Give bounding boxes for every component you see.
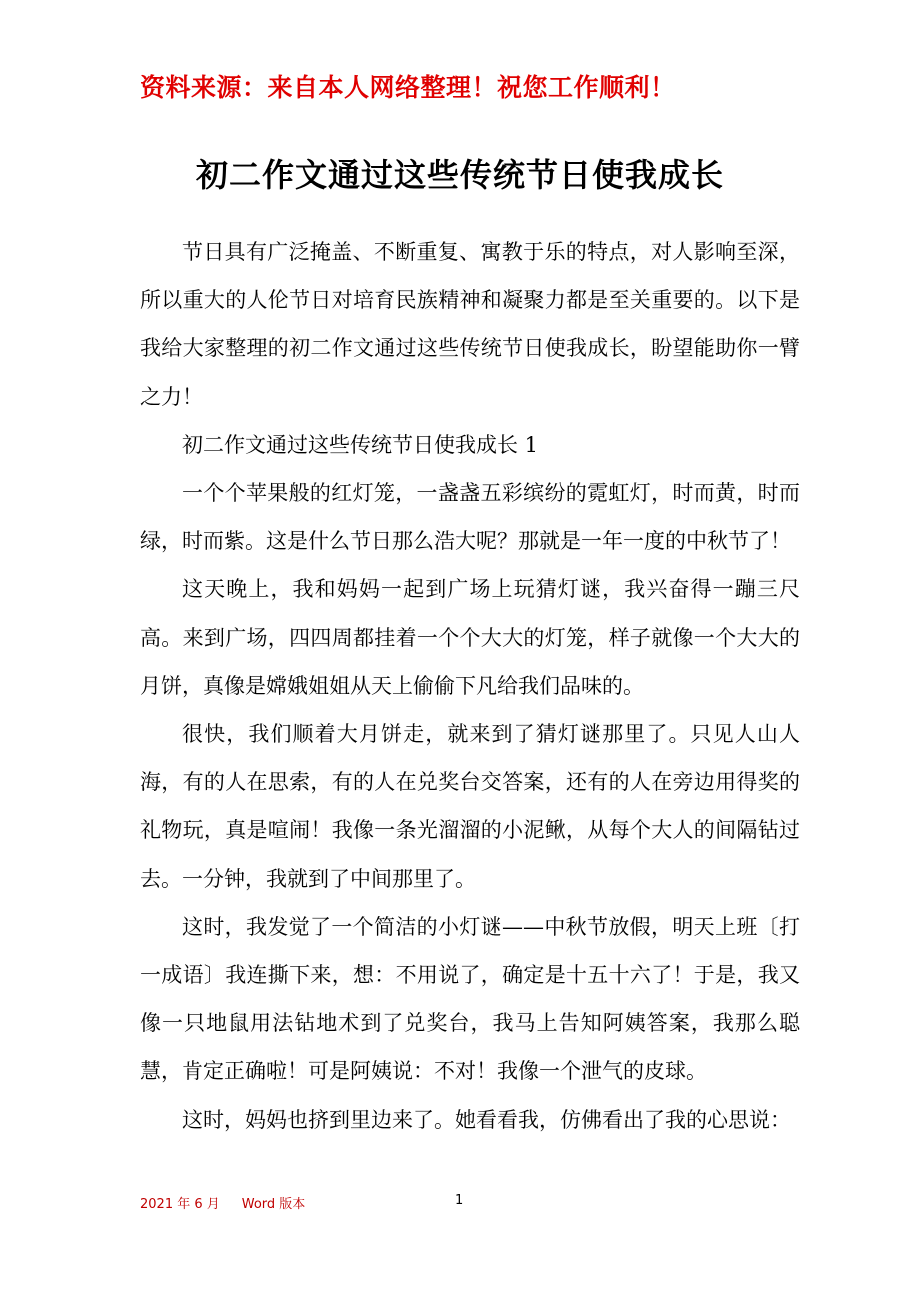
paragraph: 这时，我发觉了一个简洁的小灯谜——中秋节放假，明天上班〔打一成语〕我连撕下来，想：不用说了，确定是十五十六了！于是，我又像一只地鼠用法钻地术到了兑奖台，我马上告知阿姨答案，我那么聪慧，肯定正确啦！可是阿姨说：不对！我像一个泄气的皮球。	[140, 914, 800, 1084]
section-heading: 初二作文通过这些传统节日使我成长 1	[182, 432, 539, 457]
paragraph: 一个个苹果般的红灯笼，一盏盏五彩缤纷的霓虹灯，时而黄，时而绿，时而紫。这是什么节日那么浩大呢？那就是一年一度的中秋节了！	[140, 481, 800, 554]
paragraph: 这天晚上，我和妈妈一起到广场上玩猜灯谜，我兴奋得一蹦三尺高。来到广场，四四周都挂着一个个大大的灯笼，样子就像一个大大的月饼，真像是嫦娥姐姐从天上偷偷下凡给我们品味的。	[140, 577, 800, 698]
document-body	[140, 228, 800, 1144]
paragraph: 这时，妈妈也挤到里边来了。她看看我，仿佛看出了我的心思说：	[182, 1107, 791, 1132]
page-number: 1	[455, 1193, 464, 1208]
document-title: 初二作文通过这些传统节日使我成长	[195, 156, 724, 194]
footer-version: Word 版本	[241, 1197, 306, 1212]
footer-info	[140, 1193, 305, 1212]
paragraph-intro: 节日具有广泛掩盖、不断重复、寓教于乐的特点，对人影响至深，所以重大的人伦节日对培育民族精神和凝聚力都是至关重要的。以下是我给大家整理的初二作文通过这些传统节日使我成长，盼望能助你一臂之力！	[140, 240, 800, 409]
paragraph: 很快，我们顺着大月饼走，就来到了猜灯谜那里了。只见人山人海，有的人在思索，有的人在兑奖台交答案，还有的人在旁边用得奖的礼物玩，真是喧闹！我像一条光溜溜的小泥鳅，从每个大人的间隔钻过去。一分钟，我就到了中间那里了。	[140, 722, 800, 891]
source-banner: 资料来源：来自本人网络整理！祝您工作顺利！	[140, 73, 676, 102]
footer-date: 2021 年 6 月	[140, 1197, 220, 1212]
